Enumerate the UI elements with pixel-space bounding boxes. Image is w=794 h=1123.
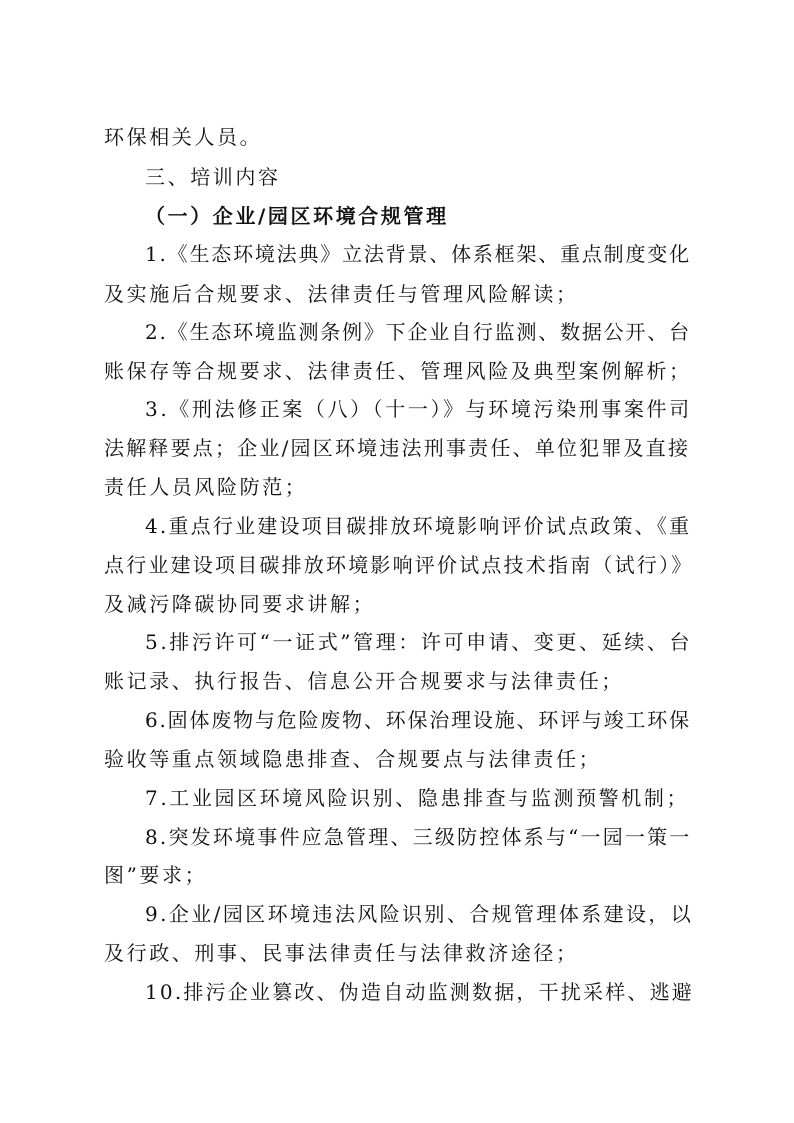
list-item-7-line: 7.工业园区环境风险识别、隐患排查与监测预警机制； [145,786,690,810]
list-item-1-line: 及实施后合规要求、法律责任与管理风险解读； [104,282,579,306]
paragraph-line: 环保相关人员。 [104,125,263,149]
list-item-3-line: 法解释要点；企业/园区环境违法刑事责任、单位犯罪及直接 [104,436,691,460]
list-item-1-line: 1.《生态环境法典》立法背景、体系框架、重点制度变化 [145,242,691,266]
list-item-3-line: 3.《刑法修正案（八）（十一）》与环境污染刑事案件司 [145,397,692,421]
list-item-5-line: 账记录、执行报告、信息公开合规要求与法律责任； [104,669,624,693]
list-item-5-line: 5.排污许可“一证式”管理：许可申请、变更、延续、台 [145,630,693,654]
list-item-4-line: 4.重点行业建设项目碳排放环境影响评价试点政策、《重 [145,514,692,538]
list-item-2-line: 2.《生态环境监测条例》下企业自行监测、数据公开、台 [145,320,691,344]
list-item-2-line: 账保存等合规要求、法律责任、管理风险及典型案例解析； [104,359,692,383]
list-item-6-line: 验收等重点领域隐患排查、合规要点与法律责任； [104,747,602,771]
list-item-9-line: 9.企业/园区环境违法风险识别、合规管理体系建设，以 [145,902,694,926]
section-heading: 三、培训内容 [145,165,281,189]
list-item-6-line: 6.固体废物与危险废物、环保治理设施、环评与竣工环保 [145,708,691,732]
list-item-9-line: 及行政、刑事、民事法律责任与法律救济途径； [104,941,579,965]
list-item-8-line: 图”要求； [104,863,208,887]
list-item-4-line: 及减污降碳协同要求讲解； [104,592,376,616]
list-item-10-line: 10.排污企业篡改、伪造自动监测数据，干扰采样、逃避 [145,980,695,1004]
list-item-3-line: 责任人员风险防范； [104,475,308,499]
list-item-8-line: 8.突发环境事件应急管理、三级防控体系与“一园一策一 [145,825,692,849]
subsection-heading: （一）企业/园区环境合规管理 [145,204,449,228]
list-item-4-line: 点行业建设项目碳排放环境影响评价试点技术指南（试行）》 [104,553,694,577]
